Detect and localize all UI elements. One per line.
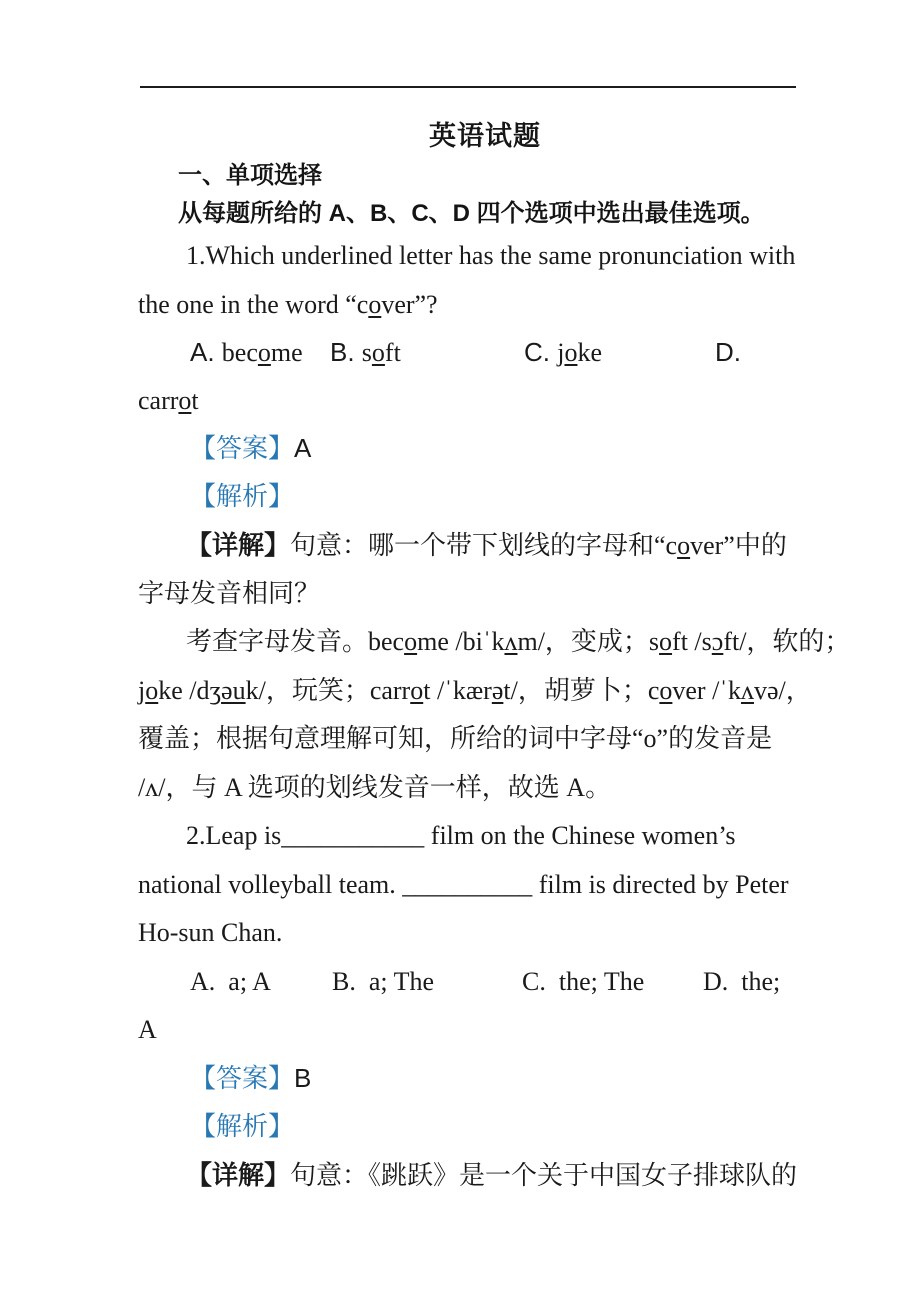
q2-option-d-cont [138, 1014, 157, 1047]
q1-explanation-line-3-run: ʌ [504, 627, 518, 656]
q2-option-d-cont-run: A [138, 1015, 157, 1044]
q2-stem-line-1-run: 2.Leap is___________ film on the Chinese women’s [186, 821, 736, 850]
q1-option-c-run: o [564, 338, 578, 367]
q1-option-a-run: me [270, 338, 303, 367]
q1-explanation-line-4-run: o [145, 676, 159, 705]
q1-option-a-run: o [257, 338, 271, 367]
q1-explanation-line-3-run: me /biˈk [417, 627, 505, 656]
q1-option-d-cont-run: carr [138, 386, 179, 415]
q2-analysis-label-run: 【解析】 [190, 1112, 295, 1141]
q1-explanation-line-4 [138, 675, 812, 708]
q2-option-a-run: A. a; A [190, 967, 271, 996]
q1-stem-line-2-run: the one in the word “c [138, 290, 369, 319]
q2-option-c [522, 966, 644, 999]
q2-answer-run: 【答案】 [190, 1064, 295, 1093]
q1-analysis-label-run: 【解析】 [190, 482, 295, 511]
q1-option-b-run: B. [330, 337, 362, 367]
q2-option-b [332, 966, 434, 999]
q1-option-c-run: ke [577, 338, 603, 367]
q1-explanation-line-3-run: o [659, 627, 673, 656]
q1-explanation-line-4-run: ə [491, 676, 504, 705]
q2-stem-line-1 [186, 820, 736, 853]
q2-answer-run: B [294, 1063, 312, 1093]
q1-option-d-cont-run: o [178, 386, 192, 415]
q2-explanation-line-1-run: 【详解】 [186, 1161, 291, 1190]
q1-explanation-line-4-run: j [138, 676, 146, 705]
q1-option-a [190, 336, 303, 370]
q1-stem-line-2-run: ver”? [381, 290, 438, 319]
q1-explanation-line-4-run: t /ˈkær [423, 676, 492, 705]
q2-explanation-line-1 [186, 1160, 797, 1193]
q1-option-c-run: C. [524, 337, 558, 367]
q1-analysis-label [190, 481, 294, 514]
q1-explanation-line-5-run: 覆盖；根据句意理解可知，所给的词中字母“o”的发音是 [138, 724, 773, 753]
q1-stem-line-1 [186, 240, 795, 273]
q2-stem-line-3-run: Ho-sun Chan. [138, 918, 283, 947]
q1-explanation-line-4-run: o [659, 676, 673, 705]
q1-explanation-line-1-run: ver”中的 [690, 531, 787, 560]
q1-option-a-run: bec [221, 338, 258, 367]
q1-explanation-line-3-run: 考查字母发音。bec [186, 627, 405, 656]
q1-explanation-line-3-run: o [404, 627, 418, 656]
q1-explanation-line-4-run: ke /dʒ [158, 676, 222, 705]
q1-option-a-run: A. [190, 337, 222, 367]
q1-stem-line-2 [138, 289, 438, 322]
q1-option-b-run: o [371, 338, 385, 367]
q2-option-a [190, 966, 271, 999]
q1-explanation-line-1-run: 【详解】 [186, 531, 291, 560]
q1-explanation-line-3-run: ɔ [711, 627, 724, 656]
q1-explanation-line-1-run: o [677, 531, 691, 560]
page-title: 英语试题 [429, 121, 541, 151]
q1-explanation-line-1-run: 句意：哪一个带下划线的字母和“c [290, 531, 678, 560]
q1-explanation-line-4-run: ʌ [740, 676, 754, 705]
q1-explanation-line-3 [186, 626, 850, 659]
q2-option-b-run: B. a; The [332, 967, 435, 996]
q1-explanation-line-3-run: ft /s [672, 627, 712, 656]
q1-explanation-line-3-run: m/，变成；s [517, 627, 660, 656]
q1-stem-line-1-run: 1.Which underlined letter has the same pronunciation with [186, 241, 796, 270]
section-instruction-run: 从每题所给的 A、B、C、D 四个选项中选出最佳选项。 [178, 200, 765, 227]
q1-explanation-line-5 [138, 723, 772, 756]
q2-option-d [703, 966, 780, 999]
header-divider-line [140, 86, 796, 88]
q1-explanation-line-2-run: 字母发音相同？ [138, 579, 321, 608]
q1-answer-run: 【答案】 [190, 434, 295, 463]
q2-answer [190, 1062, 311, 1096]
q1-option-d-run: D. [715, 337, 741, 367]
q1-explanation-line-4-run: ver /ˈk [672, 676, 741, 705]
q1-option-c-run: j [557, 338, 565, 367]
q2-option-d-run: D. the; [703, 967, 781, 996]
section-instruction [178, 199, 765, 229]
q1-explanation-line-4-run: k/，玩笑；carr [245, 676, 411, 705]
q1-explanation-line-4-run: o [410, 676, 424, 705]
section-heading [178, 161, 322, 191]
q2-explanation-line-1-run: 句意：《跳跃》是一个关于中国女子排球队的 [290, 1161, 798, 1190]
q1-option-c [524, 336, 602, 370]
q2-stem-line-2-run: national volleyball team. __________ film is directed by Peter [138, 870, 789, 899]
q1-option-b [330, 336, 401, 370]
q1-answer [190, 432, 311, 466]
q1-explanation-line-6-run: /ʌ/，与 A 选项的划线发音一样，故选 A。 [138, 773, 612, 802]
q1-explanation-line-2 [138, 578, 320, 611]
q1-explanation-line-1 [186, 530, 787, 563]
q1-option-b-run: ft [384, 338, 401, 367]
q1-option-b-run: s [361, 338, 372, 367]
q1-explanation-line-3-run: ft/，软的； [723, 627, 851, 656]
q1-option-d-cont [138, 385, 199, 418]
q1-option-d [715, 336, 741, 370]
section-heading-run: 一、单项选择 [178, 162, 322, 189]
q1-answer-run: A [294, 433, 312, 463]
q2-analysis-label [190, 1111, 294, 1144]
q2-option-c-run: C. the; The [522, 967, 645, 996]
q1-explanation-line-4-run: t/，胡萝卜；c [503, 676, 660, 705]
q1-explanation-line-4-run: və/， [753, 676, 812, 705]
q1-explanation-line-4-run: əu [221, 676, 246, 705]
q2-stem-line-3 [138, 917, 282, 950]
q1-stem-line-2-run: o [368, 290, 382, 319]
q2-stem-line-2 [138, 869, 789, 902]
q1-explanation-line-6 [138, 772, 611, 805]
q1-option-d-cont-run: t [191, 386, 199, 415]
